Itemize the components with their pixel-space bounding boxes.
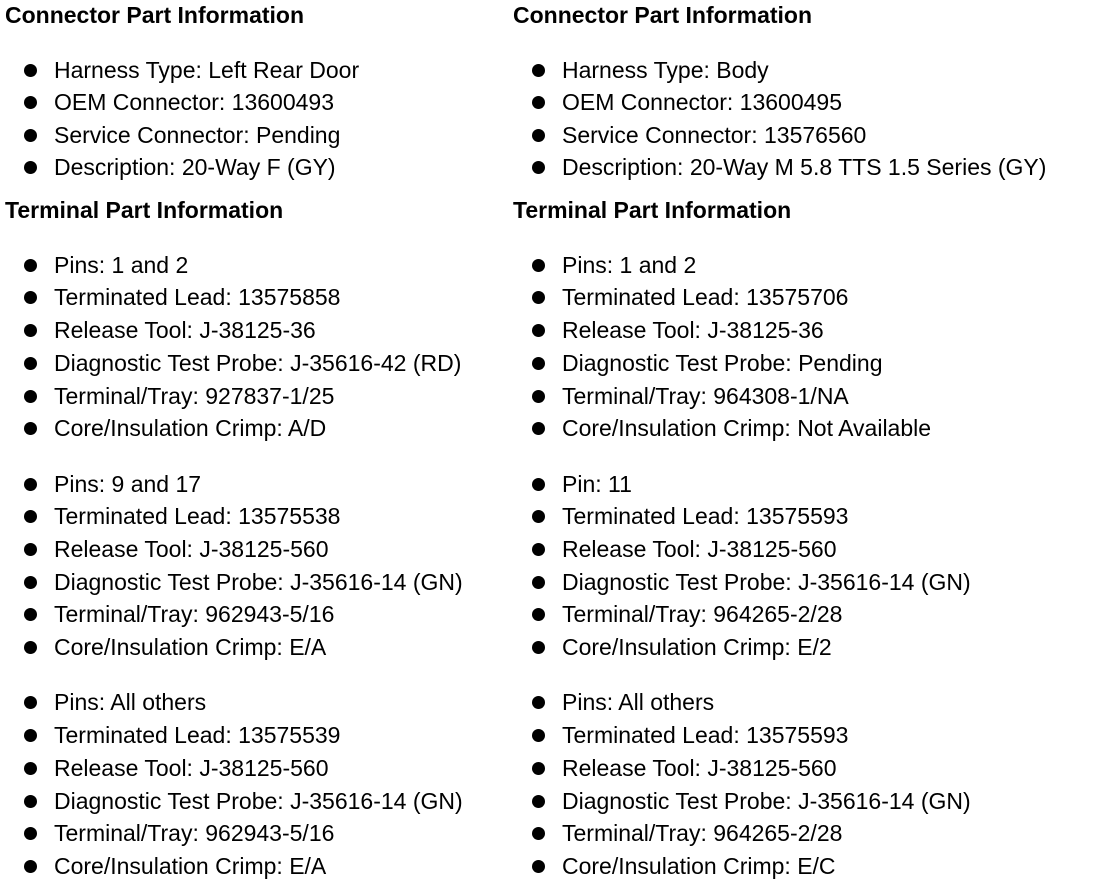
terminal-heading: Terminal Part Information <box>5 197 284 223</box>
connector-heading: Connector Part Information <box>513 2 813 28</box>
bullet-icon <box>532 510 545 523</box>
bullet-icon <box>24 576 37 589</box>
bullet-icon <box>532 161 545 174</box>
bullet-icon <box>24 729 37 742</box>
bullet-icon <box>24 510 37 523</box>
bullet-icon <box>532 608 545 621</box>
bullet-icon <box>24 64 37 77</box>
bullet-icon <box>532 478 545 491</box>
bullet-icon <box>24 390 37 403</box>
bullet-icon <box>24 762 37 775</box>
bullet-icon <box>24 324 37 337</box>
bullet-icon <box>24 795 37 808</box>
bullet-icon <box>24 478 37 491</box>
bullet-icon <box>24 291 37 304</box>
bullet-icon <box>532 324 545 337</box>
bullet-icon <box>532 291 545 304</box>
bullet-icon <box>24 259 37 272</box>
bullet-icon <box>532 729 545 742</box>
bullet-icon <box>532 543 545 556</box>
connector-heading: Connector Part Information <box>5 2 305 28</box>
bullet-icon <box>532 422 545 435</box>
bullet-icon <box>24 161 37 174</box>
bullet-icon <box>532 259 545 272</box>
bullet-icon <box>532 795 545 808</box>
bullet-icon <box>24 827 37 840</box>
terminal-heading: Terminal Part Information <box>513 197 792 223</box>
bullet-icon <box>532 641 545 654</box>
bullet-icon <box>532 129 545 142</box>
bullet-icon <box>24 860 37 873</box>
bullet-icon <box>532 96 545 109</box>
bullet-icon <box>24 543 37 556</box>
bullet-icon <box>532 357 545 370</box>
bullet-icon <box>24 96 37 109</box>
bullet-icon <box>532 762 545 775</box>
bullet-icon <box>24 641 37 654</box>
bullet-icon <box>24 422 37 435</box>
bullet-icon <box>24 129 37 142</box>
bullet-icon <box>24 608 37 621</box>
bullet-icon <box>532 64 545 77</box>
bullet-icon <box>24 357 37 370</box>
bullet-icon <box>532 827 545 840</box>
bullet-icon <box>532 390 545 403</box>
bullet-icon <box>24 696 37 709</box>
bullet-icon <box>532 696 545 709</box>
bullet-icon <box>532 860 545 873</box>
bullet-icon <box>532 576 545 589</box>
